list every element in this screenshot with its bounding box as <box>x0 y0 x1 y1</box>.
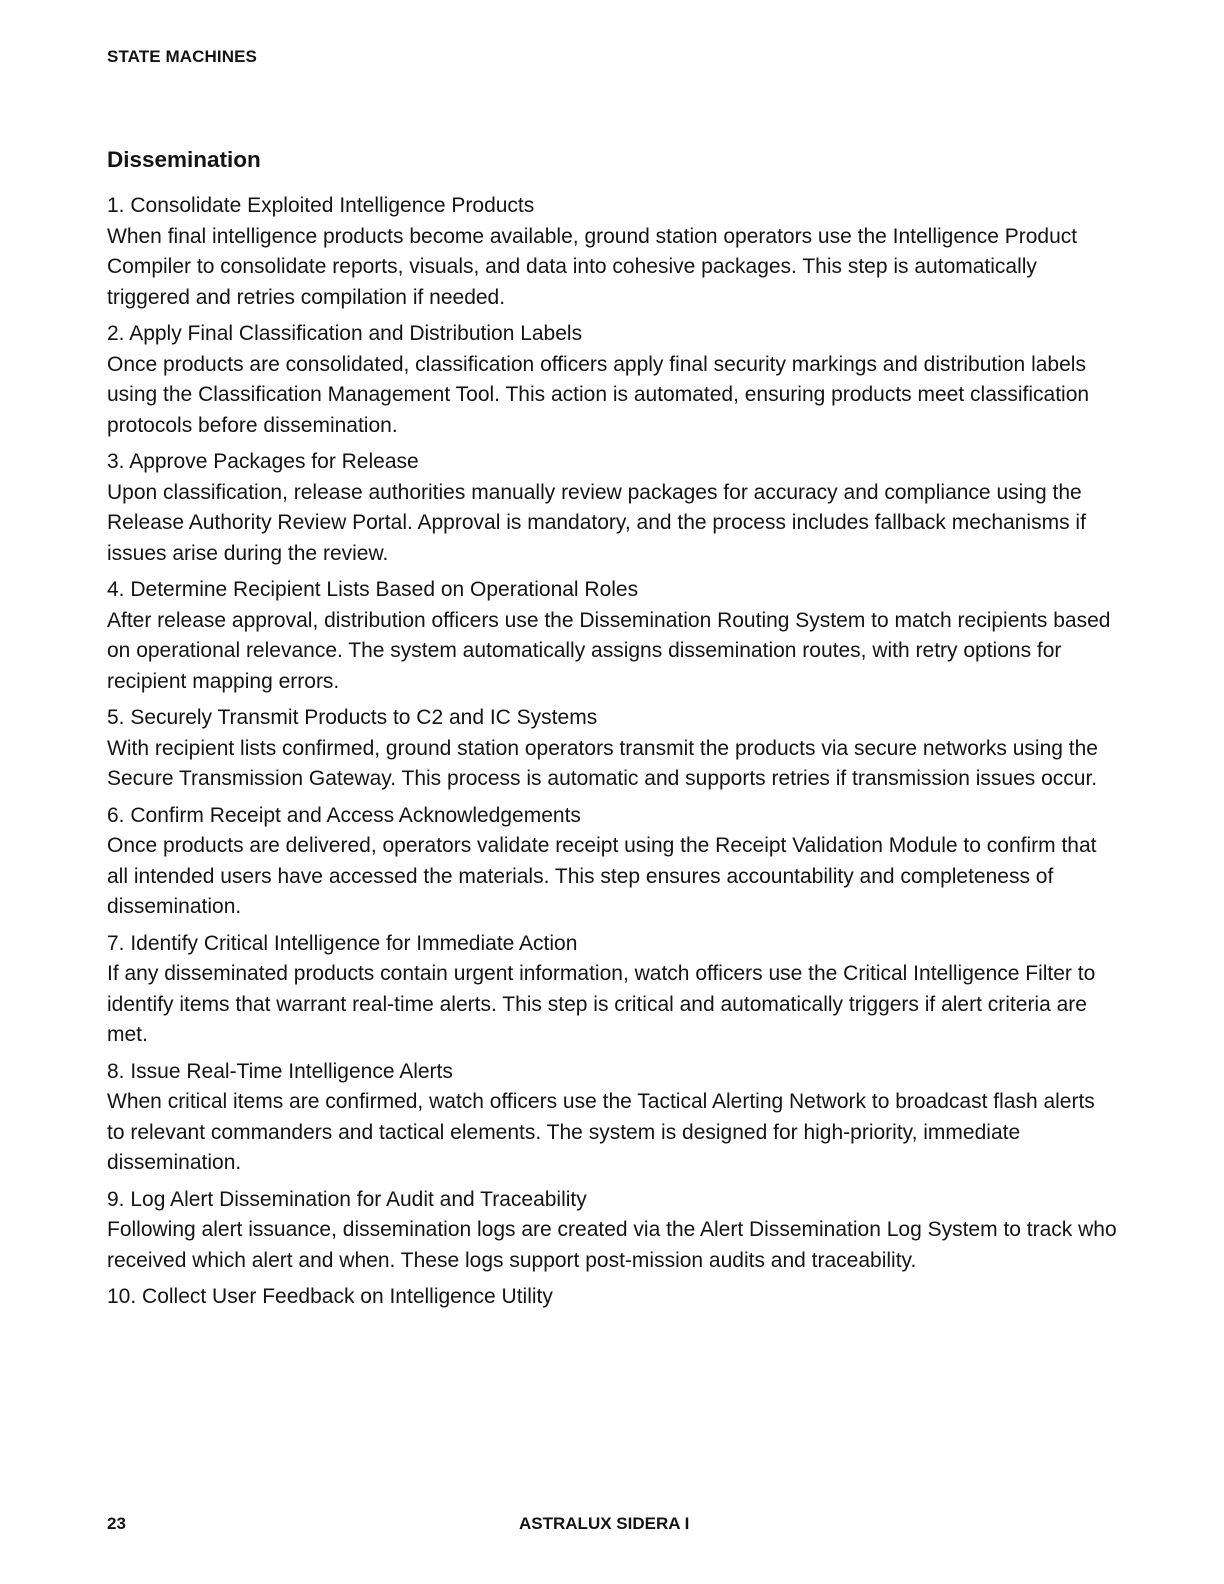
section-title: Dissemination <box>107 147 261 172</box>
step-item <box>107 1185 1117 1277</box>
step-item <box>107 447 1117 569</box>
step-title: 9. Log Alert Dissemination for Audit and Traceability <box>107 1187 587 1211</box>
step-item <box>107 801 1117 923</box>
step-item <box>107 575 1117 697</box>
step-title: 4. Determine Recipient Lists Based on Operational Roles <box>107 578 639 601</box>
step-item <box>107 1057 1117 1179</box>
running-header: STATE MACHINES <box>107 47 257 66</box>
step-item <box>107 1282 1117 1313</box>
step-title: 7. Identify Critical Intelligence for Immediate Action <box>107 931 578 955</box>
step-description: Once products are delivered, operators validate receipt using the Receipt Validation Module to confirm that all intended users have accessed the materials. This step ensures accountability and completeness of dissemination. <box>107 834 1097 918</box>
step-title: 1. Consolidate Exploited Intelligence Products <box>107 194 535 217</box>
step-title: 3. Approve Packages for Release <box>107 450 419 473</box>
step-description: Once products are consolidated, classification officers apply final security markings and distribution labels using the Classification Management Tool. This action is automated, ensuring products meet classification protocols before dissemination. <box>107 352 1090 437</box>
step-description: Following alert issuance, dissemination logs are created via the Alert Dissemination Log System to track who received which alert and when. These logs support post-mission audits and traceability. <box>107 1218 1117 1272</box>
step-title: 6. Confirm Receipt and Access Acknowledgements <box>107 803 581 827</box>
step-title: 5. Securely Transmit Products to C2 and IC Systems <box>107 706 598 729</box>
step-title: 2. Apply Final Classification and Distribution Labels <box>107 322 583 345</box>
step-description: Upon classification, release authorities manually review packages for accuracy and compliance using the Release Authority Review Portal. Approval is mandatory, and the process includes fallback mechanisms if issues arise during the review. <box>107 480 1086 565</box>
step-item <box>107 929 1117 1051</box>
step-item <box>107 703 1117 795</box>
step-description: If any disseminated products contain urgent information, watch officers use the Critical Intelligence Filter to identify items that warrant real-time alerts. This step is critical and automatically triggers if alert criteria are met. <box>107 962 1096 1046</box>
step-description: With recipient lists confirmed, ground station operators transmit the products via secure networks using the Secure Transmission Gateway. This process is automatic and supports retries if transmission issues occur. <box>107 736 1098 790</box>
step-description: When final intelligence products become available, ground station operators use the Intelligence Product Compiler to consolidate reports, visuals, and data into cohesive packages. This step is automatically triggered and retries compilation if needed. <box>107 224 1078 309</box>
step-description: After release approval, distribution officers use the Dissemination Routing System to match recipients based on operational relevance. The system automatically assigns dissemination routes, with retry options for recipient mapping errors. <box>107 608 1111 693</box>
step-list <box>107 191 1117 1319</box>
step-title: 8. Issue Real-Time Intelligence Alerts <box>107 1059 453 1083</box>
step-title: 10. Collect User Feedback on Intelligence Utility <box>107 1285 553 1308</box>
step-item <box>107 319 1117 441</box>
running-footer: ASTRALUX SIDERA I <box>519 1514 690 1533</box>
page-number: 23 <box>107 1514 126 1533</box>
step-description: When critical items are confirmed, watch officers use the Tactical Alerting Network to broadcast flash alerts to relevant commanders and tactical elements. The system is designed for high-priority, immediate dissemination. <box>107 1090 1095 1174</box>
step-item <box>107 191 1117 313</box>
